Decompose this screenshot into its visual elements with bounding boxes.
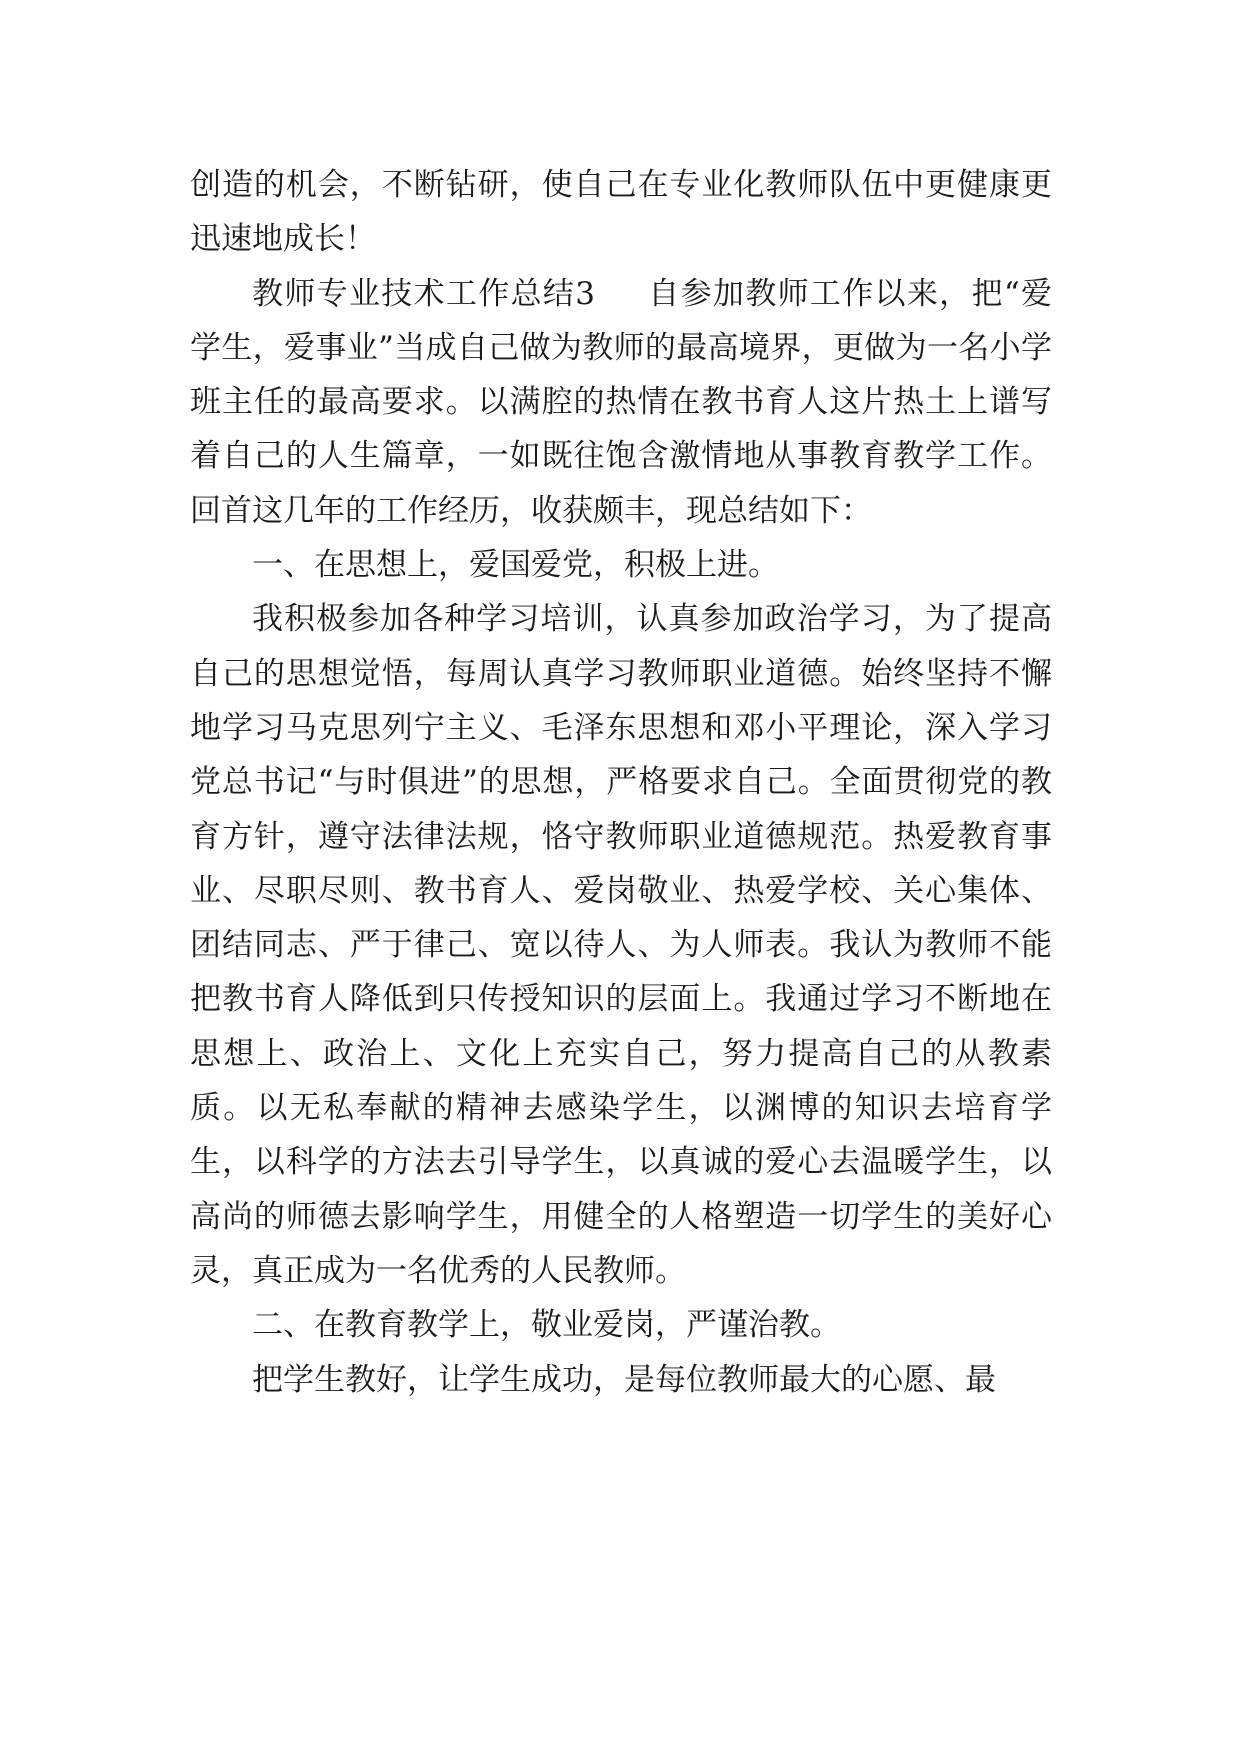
paragraph-text: 把学生教好，让学生成功，是每位教师最大的心愿、最 <box>252 1361 996 1398</box>
heading-text: 二、在教育教学上，敬业爱岗，严谨治教。 <box>252 1307 841 1344</box>
paragraph-text: 创造的机会，不断钻研，使自己在专业化教师队伍中更健康更迅速地成长！ <box>190 167 1052 258</box>
paragraph-section-title <box>190 267 1052 538</box>
paragraph-text: 自参加教师工作以来，把“爱学生，爱事业”当成自己做为教师的最高境界，更做为一名小学班主任的最高要求。以满腔的热情在教书育人这片热土上谱写着自己的人生篇章，一如既往饱含激情地从事教育教学工作。回首这几年的工作经历，收获颇丰，现总结如下： <box>190 275 1052 529</box>
paragraph-body-last <box>190 1353 1052 1407</box>
paragraph-text: 我积极参加各种学习培训，认真参加政治学习，为了提高自己的思想觉悟，每周认真学习教师职业道德。始终坚持不懈地学习马克思列宁主义、毛泽东思想和邓小平理论，深入学习党总书记“与时俱进”的思想，严格要求自己。全面贯彻党的教育方针，遵守法律法规，恪守教师职业道德规范。热爱教育事业、尽职尽则、教书育人、爱岗敬业、热爱学校、关心集体、团结同志、严于律己、宽以待人、为人师表。我认为教师不能把教书育人降低到只传授知识的层面上。我通过学习不断地在思想上、政治上、文化上充实自己，努力提高自己的从教素质。以无私奉献的精神去感染学生，以渊博的知识去培育学生，以科学的方法去引导学生，以真诚的爱心去温暖学生，以高尚的师德去影响学生，用健全的人格塑造一切学生的美好心灵，真正成为一名优秀的人民教师。 <box>190 601 1052 1289</box>
paragraph-continuation <box>190 158 1052 267</box>
heading-text: 一、在思想上，爱国爱党，积极上进。 <box>252 547 779 584</box>
document-body <box>190 158 1052 1407</box>
section-title: 教师专业技术工作总结3 <box>252 275 595 312</box>
heading-one <box>190 538 1052 592</box>
heading-two <box>190 1298 1052 1352</box>
paragraph-body <box>190 592 1052 1298</box>
